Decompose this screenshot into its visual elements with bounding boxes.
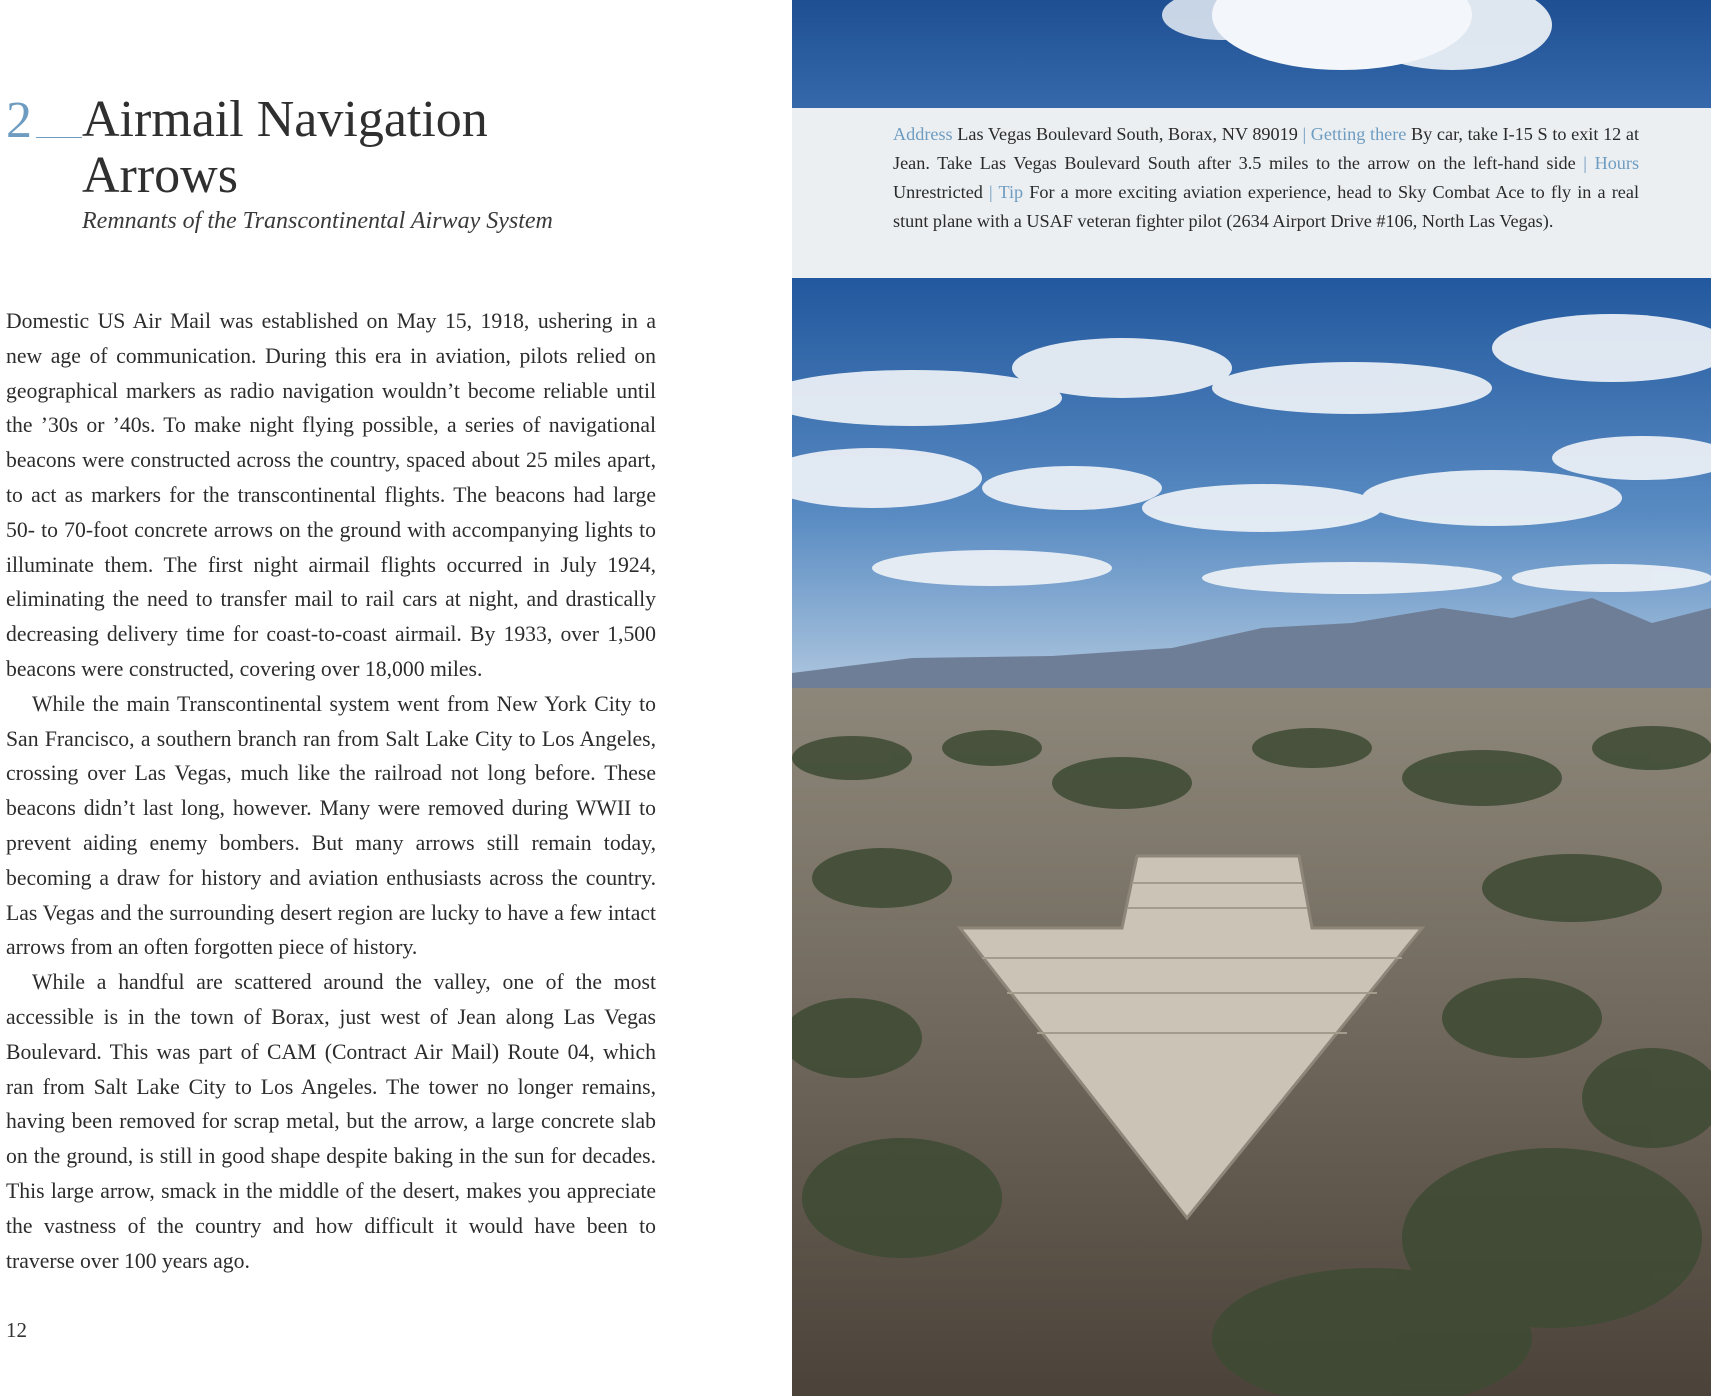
separator: | [1302, 124, 1307, 144]
address-value: Las Vegas Boulevard South, Borax, NV 89019 [957, 124, 1298, 144]
hours-label: Hours [1594, 153, 1640, 173]
page-number: 12 [6, 1318, 27, 1342]
getting-there-label: Getting there [1310, 124, 1407, 144]
body-text [6, 304, 656, 1278]
left-page [0, 0, 790, 1396]
chapter-rule [36, 137, 82, 138]
chapter-title-line-2: Arrows [82, 147, 238, 204]
separator: | [1583, 153, 1587, 173]
getting-there-value: By car, take I-15 S to exit 12 at Jean. Take Las Vegas Boulevard South after 3.5 miles to the arrow on the left-hand side [893, 124, 1640, 173]
photo-illustration [792, 278, 1711, 1396]
separator: | [989, 182, 993, 202]
chapter-subtitle: Remnants of the Transcontinental Airway System [82, 208, 553, 234]
info-box [792, 108, 1711, 278]
paragraph-1: Domestic US Air Mail was established on May 15, 1918, ushering in a new age of communication. During this era in aviation, pilots relied on geographical markers as radio navigation wouldn’t become reliable until the ’30s or ’40s. To make night flying possible, a series of navigational beacons were constructed across the country, spaced about 25 miles apart, to act as markers for the transcontinental flights. The beacons had large 50- to 70-foot concrete arrows on the ground with accompanying lights to illuminate them. The first night airmail flights occurred in July 1924, eliminating the need to transfer mail to rail cars at night, and drastically decreasing delivery time for coast-to-coast airmail. By 1933, over 1,500 beacons were constructed, covering over 18,000 miles. [6, 309, 656, 681]
chapter-title [82, 92, 682, 204]
hours-value: Unrestricted [893, 182, 983, 202]
desert-arrow-photo [792, 278, 1711, 1396]
sky-strip-photo [792, 0, 1711, 108]
chapter-title-line-1: Airmail Navigation [82, 91, 488, 148]
right-page [792, 0, 1711, 1396]
paragraph-2: While the main Transcontinental system went from New York City to San Francisco, a southern branch ran from Salt Lake City to Los Angeles, crossing over Las Vegas, much like the railroad not long before. These beacons didn’t last long, however. Many were removed during WWII to prevent aiding enemy bombers. But many arrows still remain today, becoming a draw for history and aviation enthusiasts across the country. Las Vegas and the surrounding desert region are lucky to have a few intact arrows from an often forgotten piece of history. [6, 691, 656, 960]
info-text [893, 120, 1639, 236]
tip-value: For a more exciting aviation experience, head to Sky Combat Ace to fly in a real stunt plane with a USAF veteran fighter pilot (2634 Airport Drive #106, North Las Vegas). [893, 182, 1639, 231]
paragraph-3: While a handful are scattered around the valley, one of the most accessible is in the town of Borax, just west of Jean along Las Vegas Boulevard. This was part of CAM (Contract Air Mail) Route 04, which ran from Salt Lake City to Los Angeles. The tower no longer remains, having been removed for scrap metal, but the arrow, a large concrete slab on the ground, is still in good shape despite baking in the sun for decades. This large arrow, smack in the middle of the desert, makes you appreciate the vastness of the country and how difficult it would have been to traverse over 100 years ago. [6, 970, 656, 1273]
address-label: Address [893, 124, 953, 144]
tip-label: Tip [998, 182, 1024, 202]
chapter-number: 2 [6, 92, 32, 149]
